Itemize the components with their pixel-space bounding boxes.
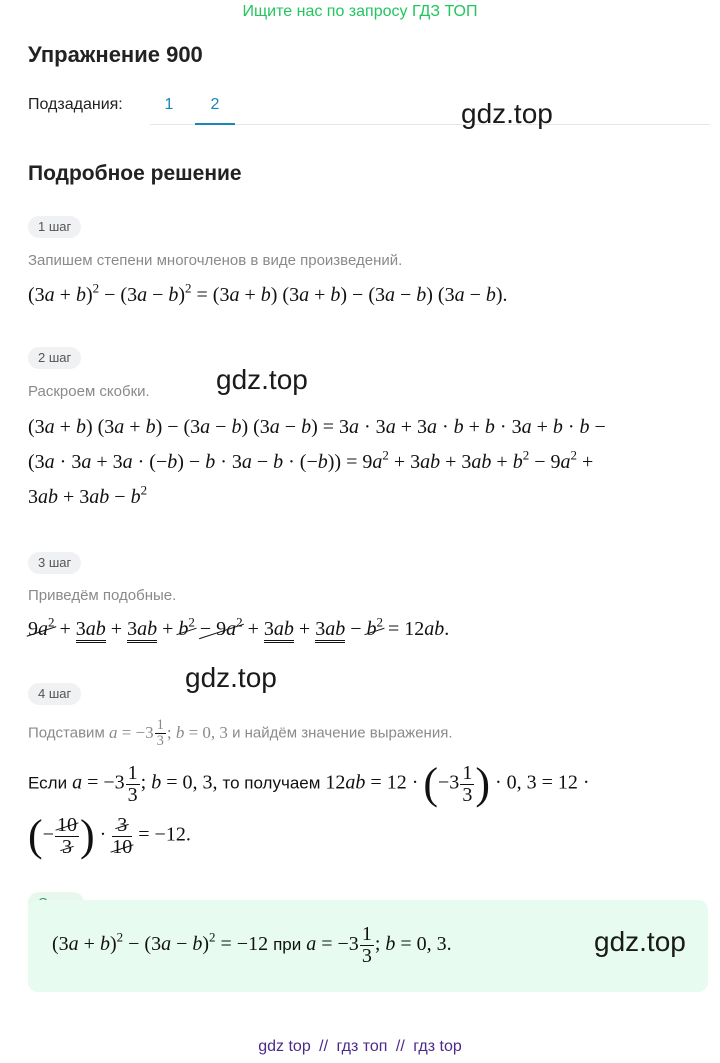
- watermark: gdz.top: [594, 926, 686, 957]
- footer-links: [0, 1038, 720, 1056]
- watermark: gdz.top: [461, 98, 553, 129]
- watermark: gdz.top: [185, 662, 277, 693]
- subtasks-label: Подзадания:: [28, 96, 123, 113]
- step-2-formula-line-2: $(3a \cdot 3a + 3a \cdot (-b) - b \cdot 3a - b \cdot (-b)) = 9a^2 + 3ab + 3ab + b^2 - 9a^2$ +: [28, 447, 594, 473]
- step-4-formula-line-2: (− $\frac{10}{3}$ ) · $\frac{3}{10}$ = −12.: [28, 811, 191, 860]
- answer-formula: $(3a + b)^2 - (3a - b)^2 = -12$ при a = −3 $\frac{1}{3}$ ; b = 0, 3.: [52, 923, 452, 967]
- footer-link-1[interactable]: gdz top: [258, 1038, 311, 1055]
- step-2-formula-line-1: (3a + b) (3a + b) − (3a − b) (3a − b) = 3a · 3a + 3a · b + b · 3a + b · b −: [28, 416, 606, 438]
- footer-separator: //: [395, 1038, 405, 1055]
- answer-box: [28, 900, 708, 992]
- step-4-hint: Подставим a = −3 $\frac{1}{3}$ ; b = 0, 3 и найдём значение выражения.: [28, 717, 453, 750]
- page-title: Упражнение 900: [28, 42, 203, 67]
- step-2-badge: 2 шаг: [28, 347, 81, 369]
- step-2-hint: Раскроем скобки.: [28, 383, 150, 400]
- tab-subtask-1[interactable]: 1: [164, 96, 174, 113]
- step-3-formula: $9a^2 + 3ab + 3ab + b^2 - 9a^2 + 3ab + 3ab - b^2 = 12ab$.: [28, 618, 449, 641]
- watermark: gdz.top: [216, 364, 308, 395]
- step-1-hint: Запишем степени многочленов в виде произведений.: [28, 252, 403, 269]
- solution-title: Подробное решение: [28, 162, 242, 185]
- tab-subtask-2[interactable]: 2: [210, 96, 220, 113]
- step-4-badge: 4 шаг: [28, 683, 81, 705]
- exercise-card: [4, 26, 716, 1030]
- step-3-badge: 3 шаг: [28, 552, 81, 574]
- active-tab-indicator: [195, 123, 235, 125]
- footer-separator: //: [319, 1038, 329, 1055]
- step-4-formula-line-1: Если a = −3 $\frac{1}{3}$ ; b = 0, 3, то получаем 12ab = 12 · (−3 $\frac{1}{3}$ ) · 0, 3 = 12 ·: [28, 759, 590, 808]
- footer-link-2[interactable]: гдз топ: [336, 1038, 388, 1055]
- step-3-hint: Приведём подобные.: [28, 587, 177, 604]
- step-2-formula-line-3: $3ab + 3ab - b^2$: [28, 482, 148, 508]
- footer-link-3[interactable]: гдз top: [413, 1038, 462, 1055]
- step-1-formula: $(3a + b)^2 - (3a - b)^2 = (3a + b)$ (3a + b) − (3a − b) (3a − b).: [28, 280, 508, 306]
- top-banner: Ищите нас по запросу ГДЗ ТОП: [242, 3, 478, 20]
- step-1-badge: 1 шаг: [28, 216, 81, 238]
